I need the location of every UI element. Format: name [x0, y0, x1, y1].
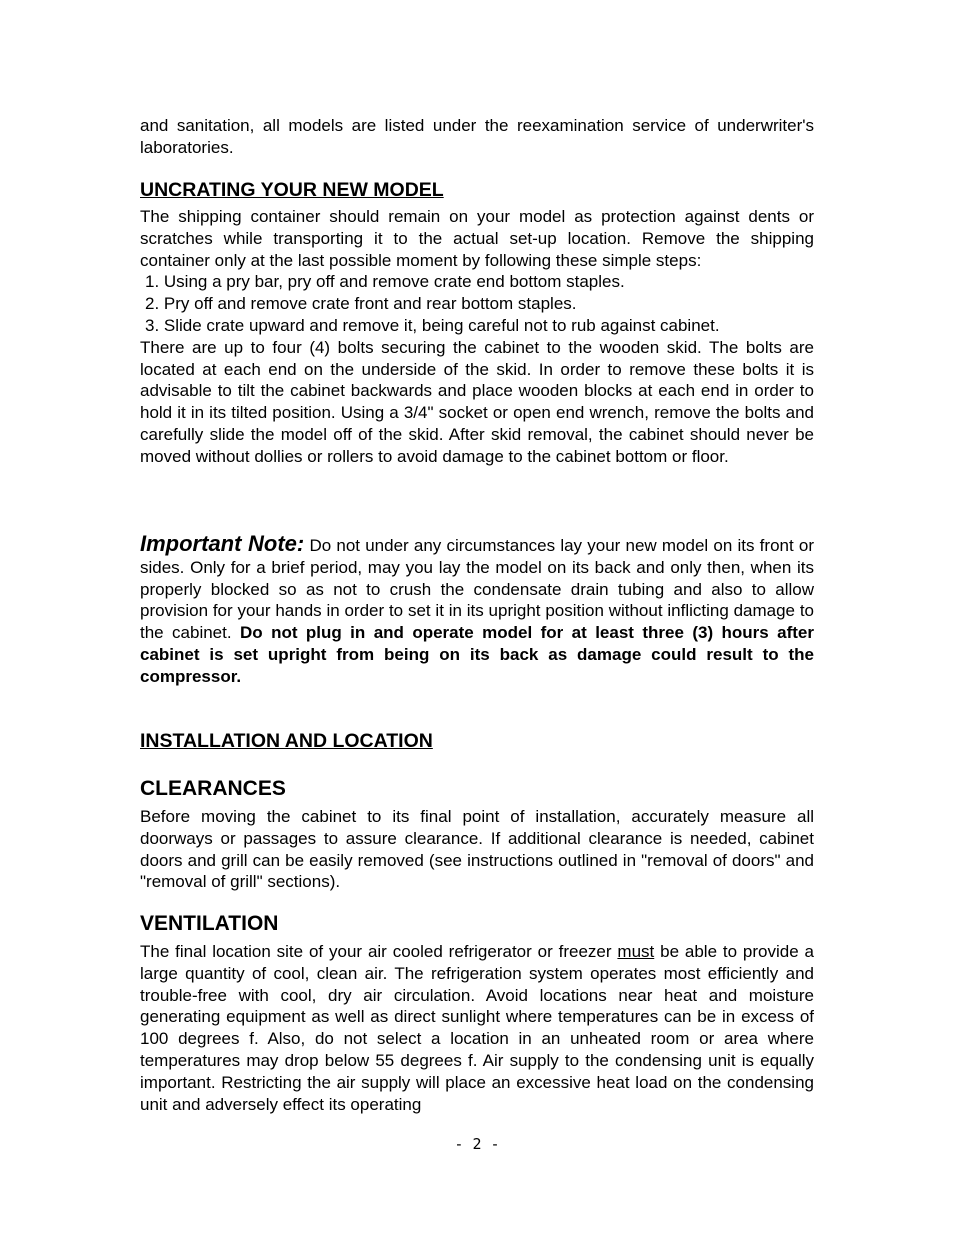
uncrating-heading: UNCRATING YOUR NEW MODEL: [140, 179, 444, 201]
important-note-text: Do not under any circumstances lay your new model on its front or sides. Only for a brief period, may you lay the model on its back and only then, when its properly blocked so as not to crush the condensate drain tubing and also to allow provision for your hands in order to set it in its upright position without inflicting damage to the cabinet.: [140, 536, 815, 643]
clearances-heading: CLEARANCES: [140, 777, 286, 800]
uncrating-step-3: 3. Slide crate upward and remove it, being careful not to rub against cabinet.: [145, 315, 720, 335]
uncrating-paragraph: The shipping container should remain on your model as protection against dents or scratches while transporting it to the actual set-up location. Remove the shipping container only at the last possible moment by following these simple steps:: [140, 207, 814, 270]
skid-paragraph: There are up to four (4) bolts securing the cabinet to the wooden skid. The bolts are located at each end on the underside of the skid. In order to remove these bolts it is advisable to tilt the cabinet backwards and place wooden blocks at each end in order to hold it in its tilted position. Using a 3/4" socket or open end wrench, remove the bolts and carefully slide the model off of the skid. After skid removal, the cabinet should never be moved without dollies or rollers to avoid damage to the cabinet bottom or floor.: [140, 337, 814, 466]
clearances-paragraph: Before moving the cabinet to its final point of installation, accurately measure all doorways or passages to assure clearance. If additional clearance is needed, cabinet doors and grill can be easily removed (see instructions outlined in "removal of doors" and "removal of grill" sections).: [140, 807, 814, 892]
installation-heading: INSTALLATION AND LOCATION: [140, 730, 433, 752]
important-note-label: Important Note:: [140, 531, 305, 556]
ventilation-heading: VENTILATION: [140, 912, 279, 935]
uncrating-step-1: 1. Using a pry bar, pry off and remove crate end bottom staples.: [145, 272, 625, 292]
ventilation-emphasis: must: [617, 942, 655, 961]
ventilation-text-start: The final location site of your air cooled refrigerator or freezer: [140, 942, 618, 961]
ventilation-paragraph: [140, 941, 814, 1115]
uncrating-section: [140, 206, 814, 468]
uncrating-step-2: 2. Pry off and remove crate front and rear bottom staples.: [145, 294, 577, 314]
important-note-warning: Do not plug in and operate model for at least three (3) hours after cabinet is set upright from being on its back as damage could result to the compressor.: [140, 623, 814, 686]
important-note-paragraph: [140, 533, 814, 688]
intro-paragraph: and sanitation, all models are listed under the reexamination service of underwriter's laboratories.: [140, 116, 814, 157]
page-number: - 2 -: [454, 1135, 500, 1153]
ventilation-text-rest: be able to provide a large quantity of cool, clean air. The refrigeration system operates most efficiently and trouble-free with cool, dry air circulation. Avoid locations near heat and moisture generating equipment as well as direct sunlight where temperatures can be in excess of 100 degrees f. Also, do not select a location in an unheated room or area where temperatures may drop below 55 degrees f. Air supply to the condensing unit is equally important. Restricting the air supply will place an excessive heat load on the condensing unit and adversely effect its operating: [140, 942, 814, 1114]
